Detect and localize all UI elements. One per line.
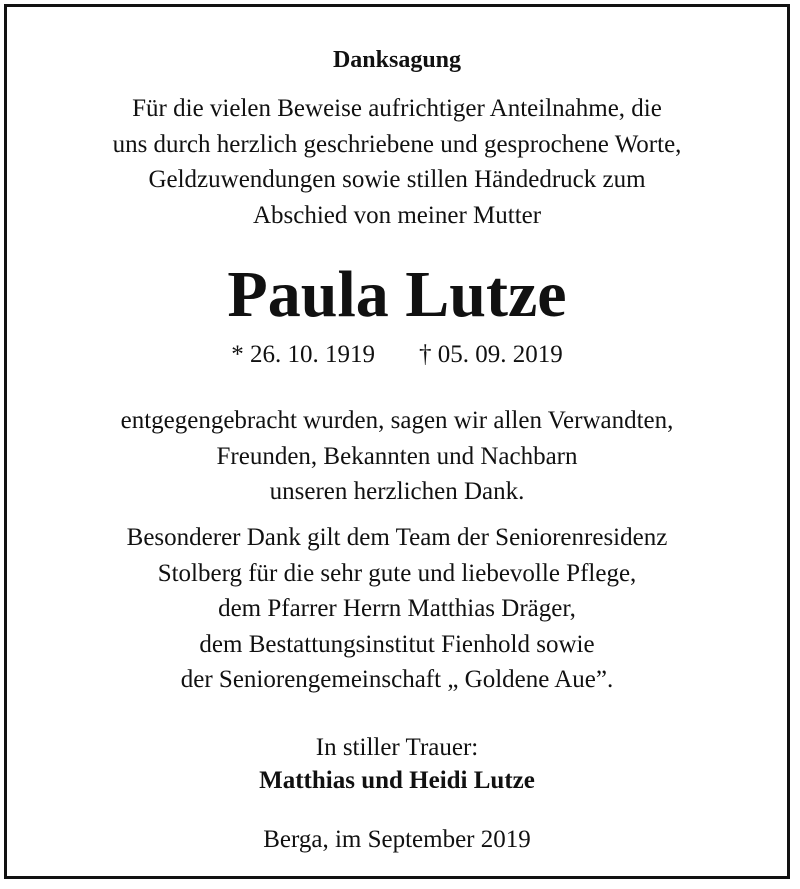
thanks-line: entgegengebracht wurden, sagen wir allen Verwandten,	[120, 407, 674, 434]
intro-line: Für die vielen Beweise aufrichtiger Anteilnahme, die	[132, 95, 662, 122]
life-dates	[7, 337, 787, 372]
notice-heading: Danksagung	[332, 47, 462, 73]
intro-paragraph	[7, 91, 787, 233]
signatory-names: Matthias und Heidi Lutze	[259, 767, 535, 794]
special-thanks-line: Stolberg für die sehr gute und liebevolle Pflege,	[157, 559, 637, 587]
special-thanks-line: der Seniorengemeinschaft „ Goldene Aue”.	[180, 666, 614, 693]
thanks-paragraph	[7, 403, 787, 510]
obituary-notice	[4, 4, 790, 879]
special-thanks-paragraph	[7, 520, 787, 698]
intro-line: uns durch herzlich geschriebene und gesprochene Worte,	[112, 130, 682, 158]
intro-line: Abschied von meiner Mutter	[252, 201, 542, 229]
mourning-phrase: In stiller Trauer:	[315, 734, 479, 761]
deceased-name: Paula Lutze	[227, 258, 567, 331]
thanks-line: unseren herzlichen Dank.	[269, 478, 525, 505]
intro-line: Geldzuwendungen sowie stillen Händedruck zum	[148, 166, 646, 193]
birth-date: * 26. 10. 1919	[231, 341, 375, 368]
place-and-date: Berga, im September 2019	[263, 826, 531, 853]
death-date: † 05. 09. 2019	[419, 341, 563, 368]
special-thanks-line: dem Bestattungsinstitut Fienhold sowie	[199, 630, 595, 658]
thanks-line: Freunden, Bekannten und Nachbarn	[216, 442, 578, 470]
special-thanks-line: Besonderer Dank gilt dem Team der Seniorenresidenz	[126, 524, 668, 551]
special-thanks-line: dem Pfarrer Herrn Matthias Dräger,	[218, 595, 576, 622]
